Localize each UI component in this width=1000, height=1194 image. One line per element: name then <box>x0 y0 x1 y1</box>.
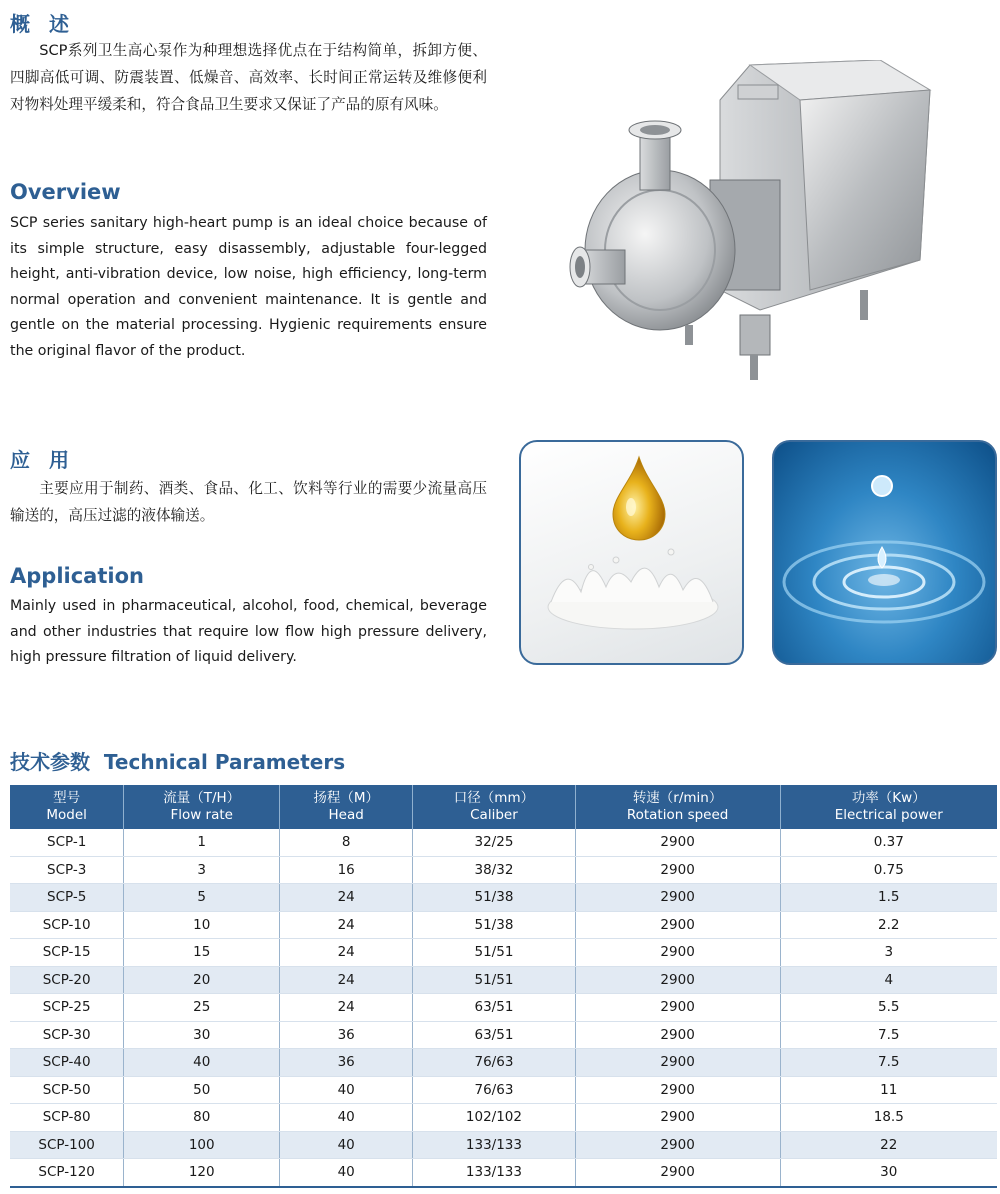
application-heading-en: Application <box>10 564 144 588</box>
table-row <box>10 1104 997 1132</box>
overview-text-en: SCP series sanitary high-heart pump is an ideal choice because of its simple structure, easy disassembly, adjustable four-legged height, anti-vibration device, low noise, high efficiency, long-term normal operation and convenient maintenance. It is gentle and gentle on the material processing. Hygienic requirements ensure the original flavor of the product. <box>10 215 487 359</box>
table-row <box>10 911 997 939</box>
table-cell: 63/51 <box>413 994 575 1022</box>
table-cell: 22 <box>780 1131 997 1159</box>
table-cell: 10 <box>124 911 280 939</box>
table-cell: 76/63 <box>413 1076 575 1104</box>
table-cell: 40 <box>124 1049 280 1077</box>
table-cell: 2900 <box>575 884 780 912</box>
table-cell: 51/51 <box>413 939 575 967</box>
table-row <box>10 1131 997 1159</box>
table-row <box>10 829 997 856</box>
table-cell: 50 <box>124 1076 280 1104</box>
col-header-caliber <box>413 785 575 829</box>
table-cell: 24 <box>280 966 413 994</box>
application-text-cn: 主要应用于制药、酒类、食品、化工、饮料等行业的需要少流量高压输送的，高压过滤的液体输送。 <box>10 480 487 524</box>
table-cell: 51/51 <box>413 966 575 994</box>
table-cell: 2900 <box>575 994 780 1022</box>
table-cell: SCP-80 <box>10 1104 124 1132</box>
table-cell: 24 <box>280 939 413 967</box>
application-heading-cn: 应 用 <box>10 448 75 472</box>
table-cell: 40 <box>280 1104 413 1132</box>
table-cell: 2900 <box>575 966 780 994</box>
table-row <box>10 966 997 994</box>
table-cell: 2900 <box>575 1076 780 1104</box>
col-header-label: 型号 <box>53 790 81 806</box>
col-header-label: Head <box>328 807 364 823</box>
col-header-label: 口径（mm） <box>453 790 535 806</box>
table-header-row <box>10 785 997 829</box>
table-cell: 5.5 <box>780 994 997 1022</box>
table-cell: 36 <box>280 1049 413 1077</box>
table-cell: 2900 <box>575 911 780 939</box>
table-cell: 40 <box>280 1159 413 1187</box>
table-cell: SCP-100 <box>10 1131 124 1159</box>
table-cell: 11 <box>780 1076 997 1104</box>
table-cell: SCP-120 <box>10 1159 124 1187</box>
table-cell: 2900 <box>575 829 780 856</box>
table-cell: 7.5 <box>780 1021 997 1049</box>
col-header-label: Model <box>46 807 87 823</box>
table-cell: SCP-50 <box>10 1076 124 1104</box>
table-row <box>10 1049 997 1077</box>
table-cell: 1.5 <box>780 884 997 912</box>
col-header-flow-rate <box>124 785 280 829</box>
table-cell: 40 <box>280 1076 413 1104</box>
table-cell: SCP-5 <box>10 884 124 912</box>
table-cell: 24 <box>280 994 413 1022</box>
pump-image <box>560 60 940 390</box>
table-cell: SCP-3 <box>10 856 124 884</box>
table-cell: 1 <box>124 829 280 856</box>
col-header-label: Caliber <box>470 807 518 823</box>
overview-heading-cn: 概 述 <box>10 12 75 36</box>
table-row <box>10 1076 997 1104</box>
table-row <box>10 994 997 1022</box>
table-cell: 2900 <box>575 1131 780 1159</box>
table-cell: 18.5 <box>780 1104 997 1132</box>
table-row <box>10 856 997 884</box>
table-cell: SCP-40 <box>10 1049 124 1077</box>
table-cell: 0.37 <box>780 829 997 856</box>
oil-milk-image <box>519 440 744 665</box>
application-text-en: Mainly used in pharmaceutical, alcohol, food, chemical, beverage and other industries that require low flow high pressure delivery, high pressure filtration of liquid delivery. <box>10 598 487 665</box>
table-cell: 76/63 <box>413 1049 575 1077</box>
table-row <box>10 1159 997 1187</box>
table-cell: SCP-20 <box>10 966 124 994</box>
table-cell: 51/38 <box>413 884 575 912</box>
table-cell: 30 <box>124 1021 280 1049</box>
table-cell: 2.2 <box>780 911 997 939</box>
table-cell: 2900 <box>575 1049 780 1077</box>
table-cell: 63/51 <box>413 1021 575 1049</box>
table-cell: 25 <box>124 994 280 1022</box>
table-cell: 2900 <box>575 856 780 884</box>
overview-text-cn: SCP系列卫生高心泵作为种理想选择优点在于结构简单，拆卸方便、四脚高低可调、防震装置、低燥音、高效率、长时间正常运转及维修便利对物料处理平缓柔和，符合食品卫生要求又保证了产品的原有风味。 <box>10 42 487 113</box>
table-cell: 100 <box>124 1131 280 1159</box>
table-cell: 51/38 <box>413 911 575 939</box>
col-header-label: 流量（T/H） <box>163 790 241 806</box>
table-cell: 2900 <box>575 1021 780 1049</box>
table-cell: 3 <box>780 939 997 967</box>
table-cell: 0.75 <box>780 856 997 884</box>
table-cell: 3 <box>124 856 280 884</box>
col-header-model <box>10 785 124 829</box>
col-header-label: Flow rate <box>170 807 233 823</box>
col-header-label: Rotation speed <box>626 807 729 823</box>
table-cell: 15 <box>124 939 280 967</box>
table-cell: 32/25 <box>413 829 575 856</box>
table-cell: 30 <box>780 1159 997 1187</box>
water-drop-image <box>772 440 997 665</box>
table-cell: 24 <box>280 911 413 939</box>
table-cell: 40 <box>280 1131 413 1159</box>
table-cell: 2900 <box>575 1159 780 1187</box>
table-cell: 120 <box>124 1159 280 1187</box>
col-header-label: 功率（Kw） <box>851 790 926 806</box>
table-row <box>10 884 997 912</box>
table-cell: 16 <box>280 856 413 884</box>
col-header-rotation-speed <box>575 785 780 829</box>
table-cell: SCP-15 <box>10 939 124 967</box>
table-cell: 20 <box>124 966 280 994</box>
table-cell: SCP-30 <box>10 1021 124 1049</box>
table-row <box>10 1021 997 1049</box>
table-cell: SCP-10 <box>10 911 124 939</box>
col-header-label: Electrical power <box>834 807 943 823</box>
table-cell: 2900 <box>575 1104 780 1132</box>
table-cell: 4 <box>780 966 997 994</box>
col-header-label: 转速（r/min） <box>632 790 723 806</box>
table-cell: 24 <box>280 884 413 912</box>
col-header-label: 扬程（M） <box>313 790 379 806</box>
table-cell: 36 <box>280 1021 413 1049</box>
table-row <box>10 939 997 967</box>
table-cell: 2900 <box>575 939 780 967</box>
tech-params-title: 技术参数 Technical Parameters <box>10 750 346 774</box>
table-cell: 133/133 <box>413 1159 575 1187</box>
tech-params-table <box>10 785 997 1188</box>
table-cell: 102/102 <box>413 1104 575 1132</box>
col-header-head <box>280 785 413 829</box>
table-cell: 5 <box>124 884 280 912</box>
overview-heading-en: Overview <box>10 180 121 204</box>
table-cell: SCP-1 <box>10 829 124 856</box>
table-cell: SCP-25 <box>10 994 124 1022</box>
table-cell: 80 <box>124 1104 280 1132</box>
table-cell: 8 <box>280 829 413 856</box>
table-cell: 7.5 <box>780 1049 997 1077</box>
table-cell: 133/133 <box>413 1131 575 1159</box>
col-header-electrical-power <box>780 785 997 829</box>
table-cell: 38/32 <box>413 856 575 884</box>
